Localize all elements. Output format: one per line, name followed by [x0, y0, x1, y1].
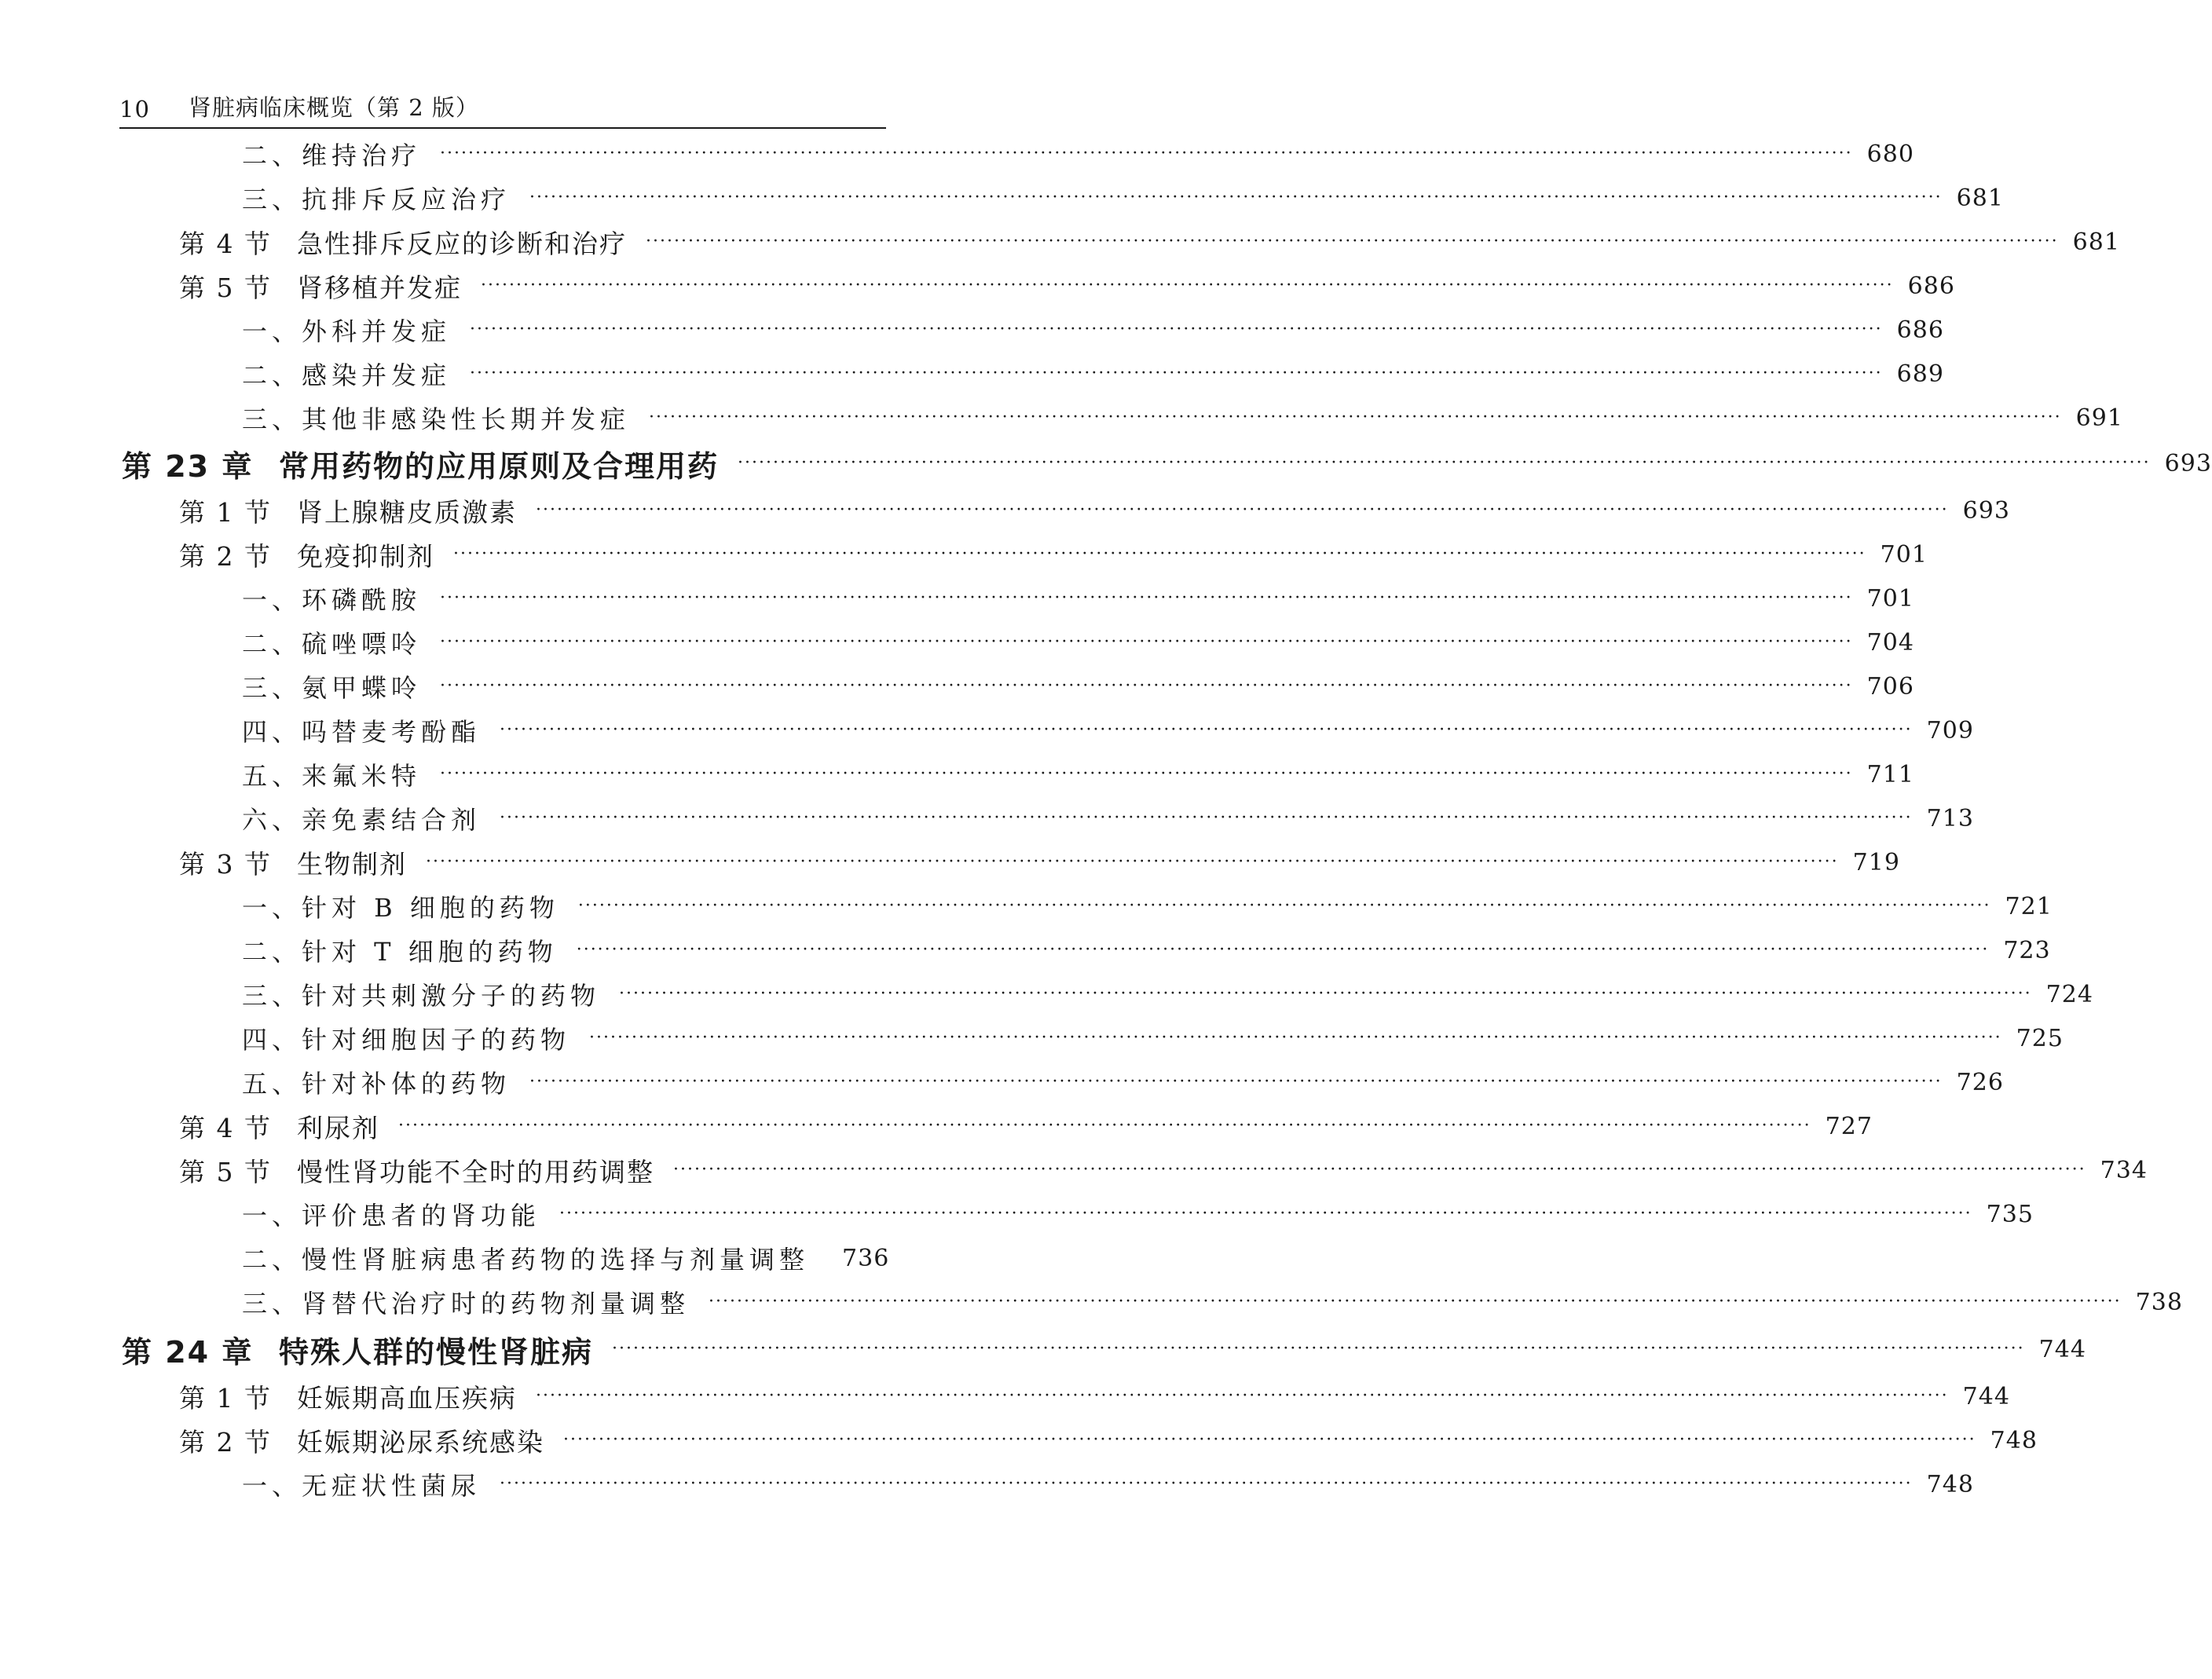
- leader-dots: ········································································································································································································: [440, 144, 1853, 163]
- toc-entry-title: 六、亲免素结合剂: [242, 805, 482, 835]
- toc-subsection: [242, 576, 1914, 620]
- toc-entry-title: 急性排斥反应的诊断和治疗: [297, 228, 627, 259]
- toc-entry-title: 常用药物的应用原则及合理用药: [279, 448, 720, 484]
- leader-dots: ········································································································································································································: [529, 188, 1943, 207]
- toc-entry-title: 妊娠期泌尿系统感染: [297, 1426, 544, 1458]
- toc-entry-label: [242, 580, 421, 616]
- toc-entry-page: 701: [1866, 584, 1914, 613]
- toc-entry-title: 二、慢性肾脏病患者药物的选择与剂量调整: [242, 1245, 810, 1275]
- toc-subsection: [242, 796, 1974, 840]
- toc-entry-page: 706: [1866, 672, 1914, 700]
- toc-entry-label: [242, 356, 451, 392]
- toc-entry-number: 第 1 节: [179, 1382, 272, 1414]
- toc-entry-page: 686: [1896, 316, 1944, 344]
- toc-entry-page: 680: [1866, 140, 1914, 168]
- toc-entry-page: 744: [1962, 1382, 2010, 1410]
- toc-entry-page: 736: [842, 1244, 890, 1272]
- toc-subsection: [242, 132, 1914, 176]
- toc-subsection: [242, 1060, 2004, 1104]
- toc-subsection: [242, 1016, 2064, 1060]
- toc-entry-title: 一、环磷酰胺: [242, 585, 422, 615]
- leader-dots: ········································································································································································································: [619, 984, 2032, 1004]
- toc-entry-page: 723: [2003, 936, 2051, 964]
- leader-dots: ········································································································································································································: [440, 764, 1853, 784]
- toc-section: [179, 488, 2010, 532]
- toc-entry-page: 704: [1866, 628, 1914, 657]
- toc-section: [179, 1374, 2010, 1418]
- toc-subsection: [242, 1462, 1974, 1506]
- toc-entry-label: [242, 756, 421, 792]
- toc-entry-number: 第 24 章: [122, 1334, 254, 1370]
- toc-entry-label: [179, 1108, 379, 1145]
- leader-dots: ········································································································································································································: [709, 1292, 2122, 1311]
- leader-dots: ········································································································································································································: [481, 276, 1894, 295]
- toc-entry-page: 748: [1926, 1470, 1974, 1498]
- toc-entry-title: 特殊人群的慢性肾脏病: [279, 1334, 594, 1370]
- header-book-title: 肾脏病临床概览（第 2 版）: [189, 94, 479, 121]
- leader-dots: ········································································································································································································: [440, 632, 1853, 652]
- toc-entry-title: 生物制剂: [297, 848, 407, 880]
- leader-dots: ········································································································································································································: [576, 940, 1990, 960]
- toc-entry-page: 701: [1880, 540, 1928, 569]
- toc-entry-page: 719: [1852, 848, 1900, 876]
- toc-entry-label: [179, 1152, 654, 1189]
- toc-entry-label: [242, 800, 481, 836]
- toc-entry-number: 第 5 节: [179, 272, 272, 303]
- toc-subsection: [242, 752, 1914, 796]
- leader-dots: ········································································································································································································: [426, 852, 1839, 872]
- toc-entry-label: [242, 712, 481, 748]
- toc-entry-label: [242, 888, 559, 924]
- toc-section: [179, 840, 1900, 884]
- toc-entry-page: 727: [1825, 1112, 1873, 1140]
- leader-dots: ········································································································································································································: [470, 320, 1883, 339]
- toc-subsection: [242, 176, 2004, 220]
- toc-section: [179, 532, 1928, 576]
- toc-entry-page: 744: [2038, 1335, 2086, 1363]
- toc-entry-label: [242, 1284, 690, 1320]
- toc-entry-label: [242, 932, 558, 968]
- toc-entry-title: 慢性肾功能不全时的用药调整: [297, 1156, 654, 1187]
- toc-entry-number: 第 2 节: [179, 540, 272, 572]
- toc-entry-label: [242, 1064, 511, 1100]
- leader-dots: ········································································································································································································: [500, 720, 1913, 740]
- toc-entry-title: 五、针对补体的药物: [242, 1069, 511, 1099]
- toc-entry-label: [179, 844, 407, 881]
- leader-dots: ········································································································································································································: [738, 453, 2151, 473]
- toc-entry-title: 一、无症状性菌尿: [242, 1471, 482, 1501]
- toc-chapter: [122, 441, 2212, 485]
- leader-dots: ········································································································································································································: [536, 500, 1949, 520]
- toc-entry-number: 第 23 章: [122, 448, 254, 484]
- toc-entry-page: 691: [2075, 404, 2123, 432]
- toc-entry-title: 二、针对 T 细胞的药物: [242, 937, 558, 967]
- toc-entry-label: [179, 268, 462, 305]
- toc-subsection: [242, 1192, 2034, 1236]
- leader-dots: ········································································································································································································: [529, 1072, 1943, 1092]
- toc-entry-title: 肾移植并发症: [297, 272, 462, 303]
- toc-entry-page: 689: [1896, 360, 1944, 388]
- leader-dots: ········································································································································································································: [559, 1204, 1972, 1224]
- toc-entry-title: 三、其他非感染性长期并发症: [242, 404, 631, 434]
- toc-entry-number: 第 4 节: [179, 228, 272, 259]
- leader-dots: ········································································································································································································: [470, 364, 1883, 383]
- toc-subsection: [242, 708, 1974, 752]
- toc-entry-title: 五、来氟米特: [242, 761, 422, 791]
- toc-section: [179, 1148, 2148, 1192]
- leader-dots: ········································································································································································································: [646, 232, 2059, 251]
- toc-entry-title: 免疫抑制剂: [297, 540, 434, 572]
- toc-entry-label: [179, 492, 517, 529]
- toc-entry-label: [242, 1240, 809, 1276]
- toc-entry-page: 686: [1907, 272, 1955, 300]
- toc-subsection: [242, 664, 1914, 708]
- toc-entry-number: 第 2 节: [179, 1426, 272, 1458]
- toc-entry-title: 妊娠期高血压疾病: [297, 1382, 517, 1414]
- toc-entry-label: [179, 224, 627, 261]
- toc-entry-label: [242, 668, 421, 704]
- toc-entry-label: [179, 536, 434, 573]
- leader-dots: ········································································································································································································: [577, 896, 1991, 916]
- toc-section: [179, 1104, 1873, 1148]
- toc-entry-label: [242, 1466, 481, 1502]
- toc-entry-page: 735: [1986, 1200, 2034, 1228]
- toc-entry-page: 681: [2072, 228, 2120, 256]
- toc-entry-label: [242, 624, 421, 660]
- toc-entry-page: 734: [2100, 1156, 2148, 1184]
- toc-entry-label: [242, 312, 451, 348]
- toc-entry-title: 二、维持治疗: [242, 141, 422, 170]
- toc-entry-label: [242, 136, 421, 172]
- leader-dots: ········································································································································································································: [536, 1386, 1949, 1406]
- toc-entry-page: 693: [2164, 449, 2212, 477]
- leader-dots: ········································································································································································································: [500, 808, 1913, 828]
- toc-entry-label: [242, 976, 600, 1012]
- toc-entry-title: 一、针对 B 细胞的药物: [242, 893, 559, 923]
- toc-entry-page: 748: [1990, 1426, 2038, 1454]
- toc-entry-label: [179, 1378, 517, 1415]
- toc-entry-page: 713: [1926, 804, 1974, 832]
- leader-dots: ········································································································································································································: [673, 1160, 2086, 1180]
- header-page-number: 10: [119, 96, 150, 123]
- toc-entry-title: 三、抗排斥反应治疗: [242, 185, 511, 214]
- toc-entry-page: 726: [1956, 1068, 2004, 1096]
- toc-subsection: [242, 352, 1944, 396]
- toc-entry-label: [242, 1020, 570, 1056]
- toc-subsection: [242, 308, 1944, 352]
- leader-dots: ········································································································································································································: [649, 408, 2062, 427]
- toc-subsection: [242, 1280, 2183, 1324]
- toc-entry-label: [242, 400, 630, 436]
- toc-entry-title: 三、针对共刺激分子的药物: [242, 981, 601, 1011]
- toc-entry-page: 724: [2045, 980, 2093, 1008]
- toc-entry-number: 第 4 节: [179, 1112, 272, 1143]
- toc-entry-page: 709: [1926, 716, 1974, 744]
- toc-entry-page: 711: [1866, 760, 1914, 788]
- leader-dots: ········································································································································································································: [440, 588, 1853, 608]
- running-header: [119, 79, 886, 123]
- toc-entry-label: [179, 1422, 544, 1459]
- toc-subsection: [242, 1236, 890, 1280]
- toc-entry-title: 利尿剂: [297, 1112, 379, 1143]
- leader-dots: ········································································································································································································: [500, 1474, 1913, 1494]
- toc-entry-title: 二、感染并发症: [242, 360, 452, 390]
- leader-dots: ········································································································································································································: [612, 1339, 2025, 1359]
- leader-dots: ········································································································································································································: [589, 1028, 2002, 1048]
- toc-entry-page: 681: [1956, 184, 2004, 212]
- toc-entry-title: 二、硫唑嘌呤: [242, 629, 422, 659]
- toc-entry-title: 三、肾替代治疗时的药物剂量调整: [242, 1289, 690, 1319]
- toc-subsection: [242, 884, 2053, 928]
- toc-entry-number: 第 5 节: [179, 1156, 272, 1187]
- toc-entry-page: 693: [1962, 496, 2010, 525]
- toc-entry-page: 721: [2005, 892, 2053, 920]
- toc-section: [179, 264, 1955, 308]
- toc-entry-title: 四、针对细胞因子的药物: [242, 1025, 571, 1055]
- toc-entry-page: 725: [2016, 1024, 2064, 1052]
- toc-section: [179, 220, 2120, 264]
- toc-entry-number: 第 3 节: [179, 848, 272, 880]
- toc-entry-title: 三、氨甲蝶呤: [242, 673, 422, 703]
- toc-entry-label: [242, 1196, 540, 1232]
- toc-entry-title: 一、评价患者的肾功能: [242, 1201, 541, 1231]
- toc-entry-label: [122, 1328, 593, 1371]
- leader-dots: ········································································································································································································: [563, 1430, 1976, 1450]
- toc-subsection: [242, 972, 2093, 1016]
- toc-entry-title: 一、外科并发症: [242, 316, 452, 346]
- toc-entry-title: 肾上腺糖皮质激素: [297, 496, 517, 528]
- toc-entry-title: 四、吗替麦考酚酯: [242, 717, 482, 747]
- leader-dots: ········································································································································································································: [453, 544, 1866, 564]
- leader-dots: ········································································································································································································: [398, 1116, 1811, 1136]
- toc-subsection: [242, 928, 2051, 972]
- toc-entry-page: 738: [2135, 1288, 2183, 1316]
- toc-subsection: [242, 396, 2123, 440]
- toc-entry-label: [122, 442, 719, 485]
- toc-chapter: [122, 1327, 2086, 1371]
- toc-section: [179, 1418, 2038, 1462]
- toc-entry-number: 第 1 节: [179, 496, 272, 528]
- toc-subsection: [242, 620, 1914, 664]
- toc-entry-label: [242, 180, 511, 216]
- leader-dots: ········································································································································································································: [440, 676, 1853, 696]
- header-rule: [119, 127, 886, 129]
